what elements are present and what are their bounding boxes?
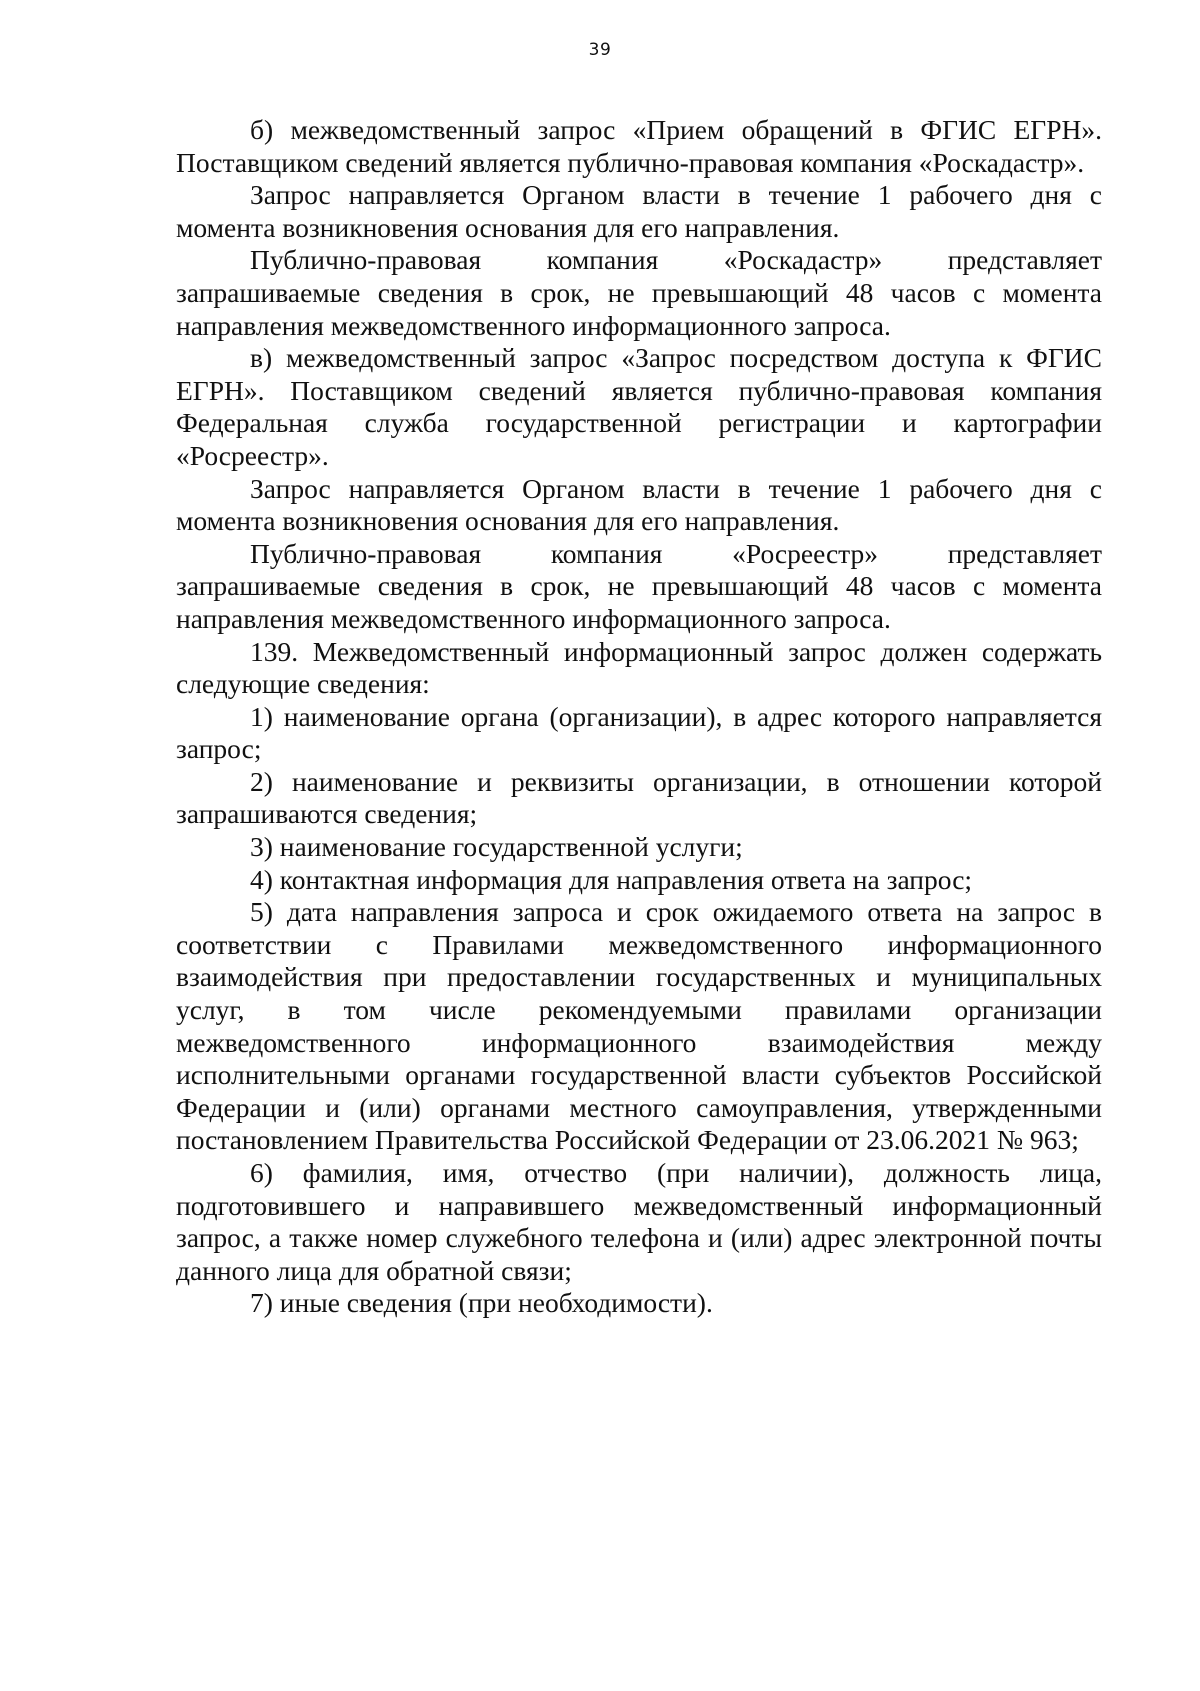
document-body <box>176 114 1102 1320</box>
paragraph-b-request-timing: Запрос направляется Органом власти в течение 1 рабочего дня с момента возникновения основания для его направления. <box>176 179 1102 243</box>
paragraph-b-request-egrn: б) межведомственный запрос «Прием обращений в ФГИС ЕГРН». Поставщиком сведений является публично-правовая компания «Роскадастр». <box>176 114 1102 178</box>
list-item-2: 2) наименование и реквизиты организации, в отношении которой запрашиваются сведения; <box>176 765 1102 830</box>
paragraph-b-response-timing: Публично-правовая компания «Роскадастр» представляет запрашиваемые сведения в срок, не превышающий 48 часов с момента направления межведомственного информационного запроса. <box>176 244 1102 341</box>
paragraph-v-request-access: в) межведомственный запрос «Запрос посредством доступа к ФГИС ЕГРН». Поставщиком сведений является публично-правовая компания Федеральная служба государственной регистрации и картографии «Росреестр». <box>176 342 1102 471</box>
page-number: 39 <box>588 40 612 60</box>
list-item-3: 3) наименование государственной услуги; <box>250 831 743 863</box>
paragraph-v-response-timing: Публично-правовая компания «Росреестр» представляет запрашиваемые сведения в срок, не превышающий 48 часов с момента направления межведомственного информационного запроса. <box>176 537 1102 634</box>
paragraph-139-heading: 139. Межведомственный информационный запрос должен содержать следующие сведения: <box>176 635 1102 700</box>
list-item-6: 6) фамилия, имя, отчество (при наличии), должность лица, подготовившего и направившего межведомственный информационный запрос, а также номер служебного телефона и (или) адрес электронной почты данного лица для обратной связи; <box>176 1157 1102 1286</box>
list-item-4: 4) контактная информация для направления ответа на запрос; <box>250 863 973 895</box>
paragraph-v-request-timing: Запрос направляется Органом власти в течение 1 рабочего дня с момента возникновения основания для его направления. <box>176 472 1102 537</box>
list-item-5: 5) дата направления запроса и срок ожидаемого ответа на запрос в соответствии с Правилами межведомственного информационного взаимодействия при предоставлении государственных и муниципальных услуг, в том числе рекомендуемыми правилами организации межведомственного информационного взаимодействия между исполнительными органами государственной власти субъектов Российской Федерации и (или) органами местного самоуправления, утвержденными постановлением Правительства Российской Федерации от 23.06.2021 № 963; <box>176 896 1102 1156</box>
list-item-1: 1) наименование органа (организации), в адрес которого направляется запрос; <box>176 700 1102 765</box>
list-item-7: 7) иные сведения (при необходимости). <box>250 1287 713 1319</box>
